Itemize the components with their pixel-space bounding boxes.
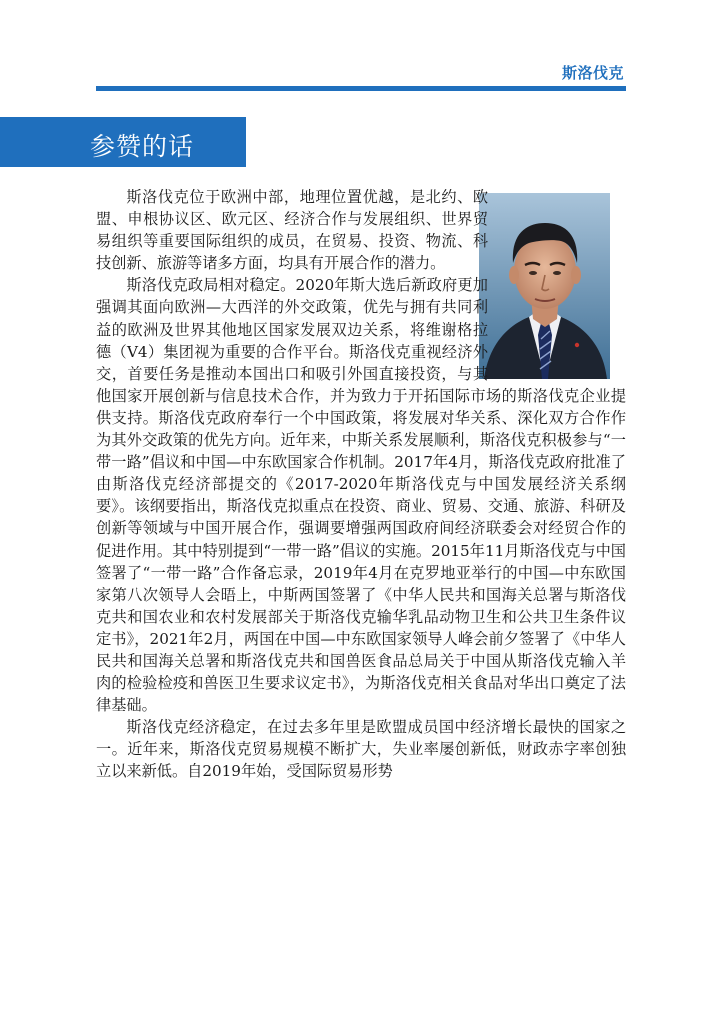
article-body (96, 186, 626, 783)
paragraph: 斯洛伐克经济稳定，在过去多年里是欧盟成员国中经济增长最快的国家之一。近年来，斯洛伐克贸易规模不断扩大，失业率屡创新低，财政赤字率创独立以来新低。自2019年始，受国际贸易形势 (96, 718, 626, 781)
portrait-space (488, 186, 626, 377)
paragraph: 斯洛伐克政局相对稳定。2020年斯大选后新政府更加强调其面向欧洲—大西洋的外交政策，优先与拥有共同利益的欧洲及世界其他地区国家发展双边关系，将维谢格拉德（V4）集团视为重要的合作平台。斯洛伐克重视经济外交，首要任务是推动本国出口和吸引外国直接投资，与其他国家开展创新与信息技术合作，并为致力于开拓国际市场的斯洛伐克企业提供支持。斯洛伐克政府奉行一个中国政策，将发展对华关系、深化双方合作作为其外交政策的优先方向。近年来，中斯关系发展顺利，斯洛伐克积极参与“一带一路”倡议和中国—中东欧国家合作机制。2017年4月，斯洛伐克政府批准了由斯洛伐克经济部提交的《2017-2020年斯洛伐克与中国发展经济关系纲要》。该纲要指出，斯洛伐克拟重点在投资、商业、贸易、交通、旅游、科研及创新等领域与中国开展合作，强调要增强两国政府间经济联委会对经贸合作的促进作用。其中特别提到“一带一路”倡议的实施。2015年11月斯洛伐克与中国签署了“一带一路”合作备忘录，2019年4月在克罗地亚举行的中国—中东欧国家第八次领导人会晤上，中斯两国签署了《中华人民共和国海关总署与斯洛伐克共和国农业和农村发展部关于斯洛伐克输华乳品动物卫生和公共卫生条件议定书》，2021年2月，两国在中国—中东欧国家领导人峰会前夕签署了《中华人民共和国海关总署和斯洛伐克共和国兽医食品总局关于中国从斯洛伐克输入羊肉的检验检疫和兽医卫生要求议定书》，为斯洛伐克相关食品对华出口奠定了法律基础。 (96, 276, 626, 715)
section-title: 参赞的话 (90, 132, 195, 161)
paragraph: 斯洛伐克位于欧洲中部，地理位置优越，是北约、欧盟、申根协议区、欧元区、经济合作与发展组织、世界贸易组织等重要国际组织的成员，在贸易、投资、物流、科技创新、旅游等诸多方面，均具有开展合作的潜力。 (96, 188, 488, 273)
running-header-title: 斯洛伐克 (561, 64, 624, 82)
header-rule (96, 86, 626, 91)
section-title-banner (0, 117, 246, 167)
